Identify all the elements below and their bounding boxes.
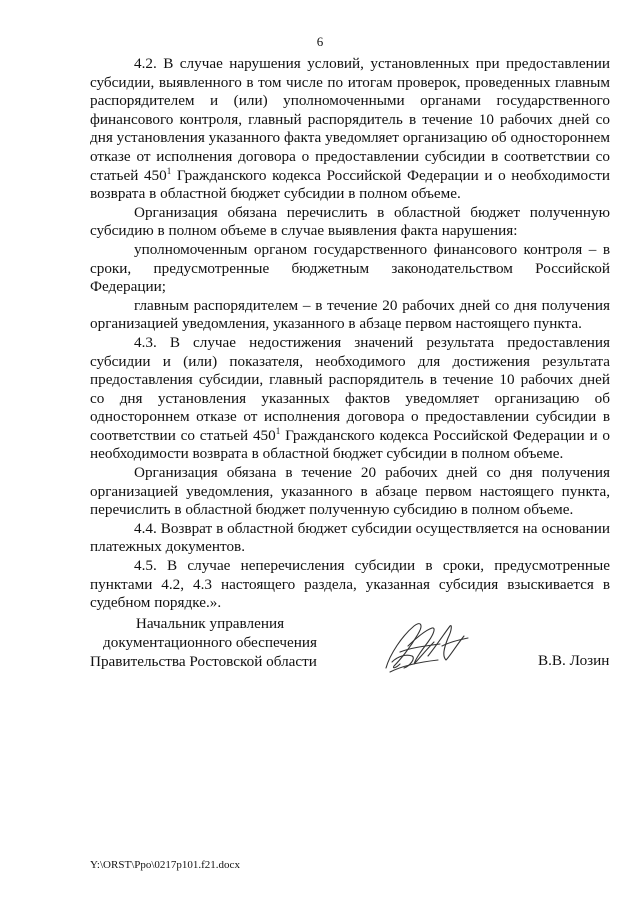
paragraph-4-3: 4.3. В случае недостижения значений результата предоставления субсидии и (или) показателя, необходимого для достижения результата предоставления субсидии, главный распорядитель в течение 10 рабочих дней со дня установления указанных фактов уведомляет организацию об одностороннем отказе от исполнения договора о предоставлении субсидии в соответствии со статьей $450^1$ Гражданского кодекса Российской Федерации и о необходимости возврата в областной бюджет субсидии в полном объеме. — [90, 333, 611, 463]
signatory-title — [90, 614, 330, 671]
paragraph-4-4: 4.4. Возврат в областной бюджет субсидии осуществляется на основании платежных документов. — [90, 519, 610, 556]
signatory-name: В.В. Лозин — [538, 652, 610, 669]
page-number: 6 — [316, 34, 324, 49]
signatory-title-line: документационного обеспечения — [103, 634, 317, 651]
document-body — [90, 55, 610, 613]
paragraph-4-2: 4.2. В случае нарушения условий, установленных при предоставлении субсидии, выявленного в том числе по итогам проверок, проведенных главным распорядителем и (или) уполномоченными органами государственного финансового контроля, главный распорядитель в течение 10 рабочих дней со дня установления указанного факта уведомляет организацию об одностороннем отказе от исполнения договора о предоставлении субсидии в соответствии со статьей $450^1$ Гражданского кодекса Российской Федерации и о необходимости возврата в областной бюджет субсидии в полном объеме. — [90, 55, 610, 203]
paragraph-4-5: 4.5. В случае неперечисления субсидии в сроки, предусмотренные пунктами 4.2, 4.3 настоящего раздела, указанная субсидия взыскивается в судебном порядке.». — [90, 557, 610, 612]
paragraph-4-2-obligation: Организация обязана перечислить в областной бюджет полученную субсидию в полном объеме в случае выявления факта нарушения: — [90, 203, 610, 240]
file-path: Y:\ORST\Ppo\0217p101.f21.docx — [90, 859, 240, 871]
paragraph-4-3-obligation: Организация обязана в течение 20 рабочих дней со дня получения организацией уведомления, указанного в абзаце первом настоящего пункта, перечислить в областной бюджет полученную субсидию в полном объеме. — [90, 464, 610, 519]
signatory-title-line: Правительства Ростовской области — [90, 653, 317, 670]
signatory-title-line: Начальник управления — [135, 615, 285, 632]
paragraph-4-2-main-manager: главным распорядителем – в течение 20 рабочих дней со дня получения организацией уведомления, указанного в абзаце первом настоящего пункта. — [90, 296, 610, 333]
handwritten-signature — [380, 616, 472, 678]
paragraph-4-2-control-body: уполномоченным органом государственного финансового контроля – в сроки, предусмотренные бюджетным законодательством Российской Федерации; — [90, 240, 610, 296]
